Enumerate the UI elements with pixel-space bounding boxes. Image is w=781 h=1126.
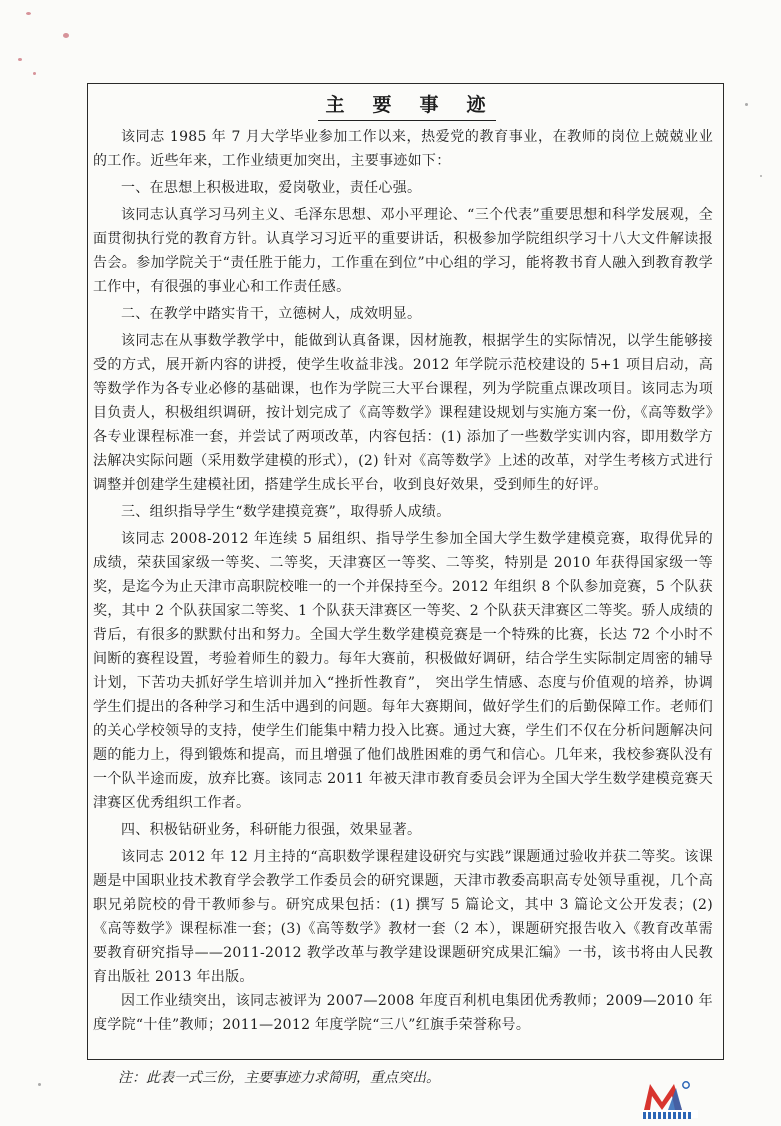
paper-speck — [33, 72, 36, 75]
section-paragraph-3: 该同志 2008-2012 年连续 5 届组织、指导学生参加全国大学生数学建模竞赛，取得优异的成绩，荣获国家级一等奖、二等奖，天津赛区一等奖、二等奖，特别是 2010 年获得国家级一等奖，是迄今为止天津市高职院校唯一的一个并保持至今。2012 年组织 8 个队参加竞赛，5 个队获奖，其中 2 个队获国家二等奖、1 个队获天津赛区一等奖、2 个队获天津赛区二等奖。骄人成绩的背后，有很多的默默付出和努力。全国大学生数学建模竞赛是一个特殊的比赛，长达 72 个小时不间断的赛程设置，考验着师生的毅力。每年大赛前，积极做好调研，结合学生实际制定周密的辅导计划，下苦功夫抓好学生培训并加入“挫折性教育”， 突出学生情感、态度与价值观的培养，协调学生们提出的各种学习和生活中遇到的问题。每年大赛期间，做好学生们的后勤保障工作。老师们的关心学校领导的支持，使学生们能集中精力投入比赛。通过大赛，学生们不仅在分析问题解决问题的能力上，得到锻炼和提高，而且增强了他们战胜困难的勇气和信心。几年来，我校参赛队没有一个队半途而废，放弃比赛。该同志 2011 年被天津市教育委员会评为全国大学生数学建模竞赛天津赛区优秀组织工作者。 — [93, 531, 713, 811]
section-paragraph-1: 该同志认真学习马列主义、毛泽东思想、邓小平理论、“三个代表”重要思想和科学发展观，全面贯彻执行党的教育方针。认真学习习近平的重要讲话，积极参加学院组织学习十八大文件解读报告会。参加学院关于“责任胜于能力，工作重在到位”中心组的学习，能将教书育人融入到教育教学工作中，有很强的事业心和工作责任感。 — [93, 207, 713, 295]
paper-speck — [38, 1083, 41, 1086]
m-logo-icon — [642, 1080, 698, 1126]
page-title: 主要事迹 — [325, 94, 514, 116]
intro-paragraph: 该同志 1985 年 7 月大学毕业参加工作以来，热爱党的教育事业，在教师的岗位上兢兢业业的工作。近些年来，工作业绩更加突出，主要事迹如下： — [93, 129, 713, 169]
section-heading-4: 四、积极钻研业务，科研能力很强，效果显著。 — [121, 822, 422, 838]
paper-speck — [63, 33, 69, 38]
section-heading-1: 一、在思想上积极进取，爱岗敬业，责任心强。 — [121, 180, 422, 196]
section-heading-3: 三、组织指导学生“数学建摸竞赛”，取得骄人成绩。 — [121, 504, 451, 520]
section-paragraph-2: 该同志在从事数学教学中，能做到认真备课，因材施教，根据学生的实际情况，以学生能够接受的方式，展开新内容的讲授，使学生收益非浅。2012 年学院示范校建设的 5+1 项目启动，高等数学作为各专业必修的基础课，也作为学院三大平台课程，列为学院重点课改项目。该同志为项目负责人，积极组织调研，按计划完成了《高等数学》课程建设规划与实施方案一份，《高等数学》各专业课程标准一套，并尝试了两项改革，内容包括：(1) 添加了一些数学实训内容，即用数学方法解决实际问题（采用数学建模的形式），(2) 针对《高等数学》上述的改革，对学生考核方式进行调整并创建学生建模社团，搭建学生成长平台，收到良好效果，受到师生的好评。 — [93, 333, 713, 493]
paper-speck — [26, 12, 31, 15]
title-underline — [318, 120, 496, 121]
section-heading-2: 二、在教学中踏实肯干，立德树人，成效明显。 — [121, 306, 422, 322]
paper-speck — [18, 58, 22, 61]
paper-speck — [760, 175, 762, 177]
closing-paragraph: 因工作业绩突出，该同志被评为 2007—2008 年度百利机电集团优秀教师；2009—2010 年度学院“十佳”教师；2011—2012 年度学院“三八”红旗手荣誉称号。 — [93, 993, 713, 1033]
paper-speck — [745, 103, 748, 106]
document-body — [93, 125, 713, 1037]
document-frame — [87, 83, 724, 1060]
footnote: 注：此表一式三份，主要事迹力求简明，重点突出。 — [118, 1070, 440, 1086]
section-paragraph-4: 该同志 2012 年 12 月主持的“高职数学课程建设研究与实践”课题通过验收并获二等奖。该课题是中国职业技术教育学会教学工作委员会的研究课题，天津市教委高职高专处领导重视，几个高职兄弟院校的骨干教师参与。研究成果包括：(1) 撰写 5 篇论文，其中 3 篇论文公开发表；(2)《高等数学》课程标准一套；(3)《高等数学》教材一套（2 本），课题研究报告收入《教育改革需要教育研究指导——2011-2012 教学改革与教学建设课题研究成果汇编》一书，该书将由人民教育出版社 2013 年出版。 — [93, 849, 713, 985]
